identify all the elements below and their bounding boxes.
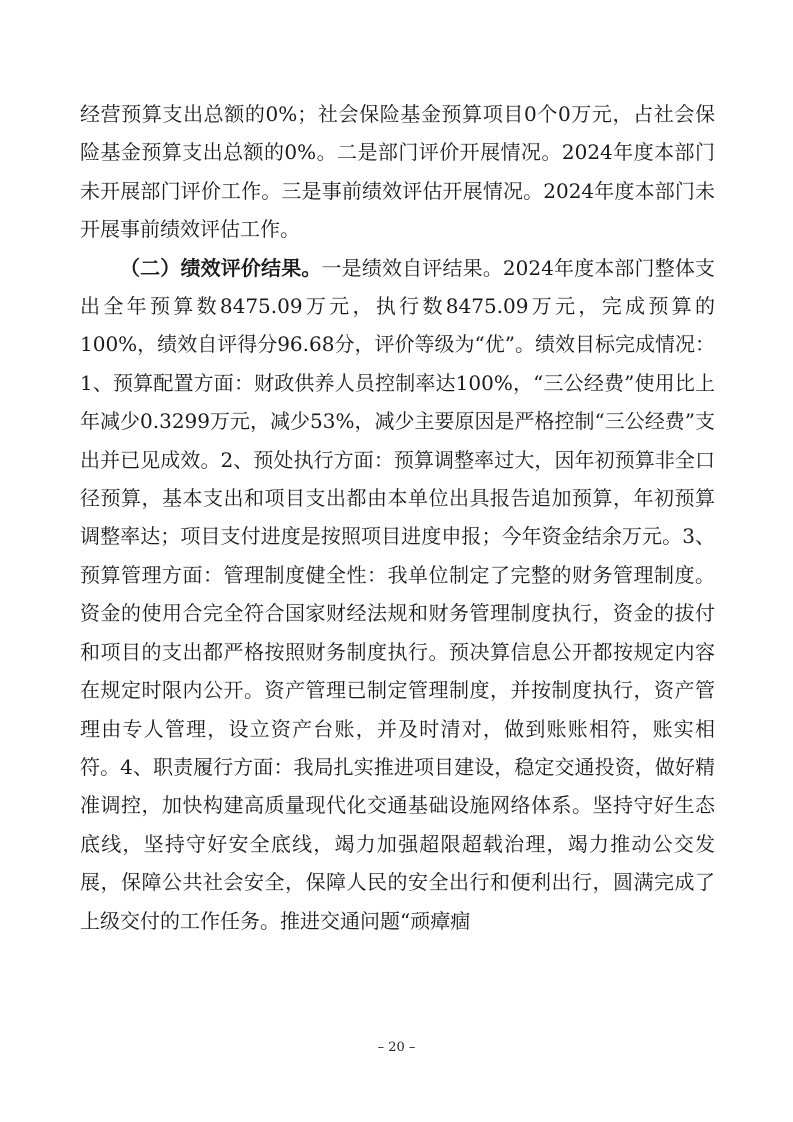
paragraph-text: 经营预算支出总额的0%；社会保险基金预算项目0个0万元，占社会保险基金预算支出总额的0%。二是部门评价开展情况。2024年度本部门未开展部门评价工作。三是事前绩效评估开展情况。2024年度本部门未开展事前绩效评估工作。 bbox=[80, 102, 715, 242]
page-number: – 20 – bbox=[377, 1040, 416, 1055]
document-body bbox=[80, 95, 715, 940]
paragraph-performance-results bbox=[80, 249, 715, 940]
paragraph-continuation bbox=[80, 95, 715, 249]
section-heading: （二）绩效评价结果。 bbox=[120, 255, 322, 280]
paragraph-text: 一是绩效自评结果。2024年度本部门整体支出全年预算数8475.09万元，执行数8475.09万元，完成预算的100%，绩效自评得分96.68分，评价等级为“优”。绩效目标完成情况：1、预算配置方面：财政供养人员控制率达100%，“三公经费”使用比上年减少0.3299万元，减少53%，减少主要原因是严格控制“三公经费”支出并已见成效。2、预处执行方面：预算调整率过大，因年初预算非全口径预算，基本支出和项目支出都由本单位出具报告追加预算，年初预算调整率达；项目支付进度是按照项目进度申报；今年资金结余万元。3、预算管理方面：管理制度健全性：我单位制定了完整的财务管理制度。资金的使用合完全符合国家财经法规和财务管理制度执行，资金的拔付和项目的支出都严格按照财务制度执行。预决算信息公开都按规定内容在规定时限内公开。资产管理已制定管理制度，并按制度执行，资产管理由专人管理，设立资产台账，并及时清对，做到账账相符，账实相符。4、职责履行方面：我局扎实推进项目建设，稳定交通投资，做好精准调控，加快构建高质量现代化交通基础设施网络体系。坚持守好生态底线，坚持守好安全底线，竭力加强超限超载治理，竭力推动公交发展，保障公共社会安全，保障人民的安全出行和便利出行，圆满完成了上级交付的工作任务。推进交通问题“顽瘴痼 bbox=[80, 255, 716, 933]
